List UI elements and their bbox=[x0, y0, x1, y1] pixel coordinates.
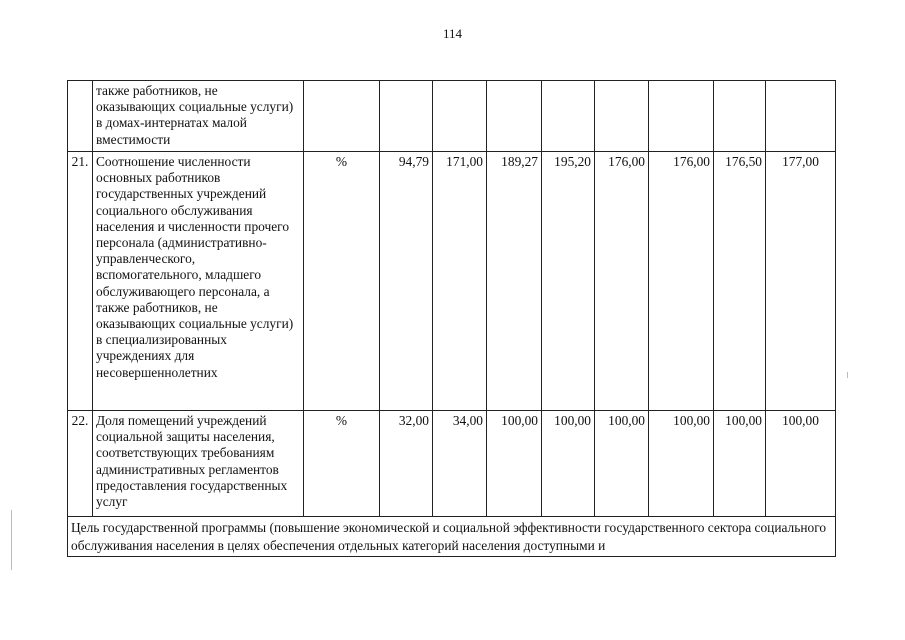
value-cell: 189,27 bbox=[487, 152, 542, 411]
value-cell: 100,00 bbox=[542, 411, 595, 517]
value-cell: 176,00 bbox=[595, 152, 649, 411]
value-cell bbox=[649, 81, 714, 152]
value-cell bbox=[766, 81, 836, 152]
value-cell: 171,00 bbox=[433, 152, 487, 411]
value-cell bbox=[714, 81, 766, 152]
unit-cell bbox=[304, 81, 380, 152]
value-cell: 32,00 bbox=[380, 411, 433, 517]
row-number bbox=[68, 81, 93, 152]
scan-margin-line bbox=[11, 510, 12, 570]
value-cell: 100,00 bbox=[487, 411, 542, 517]
value-cell bbox=[542, 81, 595, 152]
unit-cell: % bbox=[304, 152, 380, 411]
value-cell: 94,79 bbox=[380, 152, 433, 411]
row-number: 21. bbox=[68, 152, 93, 411]
row-number: 22. bbox=[68, 411, 93, 517]
value-cell: 100,00 bbox=[714, 411, 766, 517]
program-goal-text: Цель государственной программы (повышение экономической и социальной эффективности государственного сектора социального обслуживания населения в целях обеспечения отдельных категорий населения доступными и bbox=[68, 517, 836, 557]
value-cell: 100,00 bbox=[595, 411, 649, 517]
table-row bbox=[68, 152, 836, 411]
value-cell bbox=[380, 81, 433, 152]
table-row bbox=[68, 81, 836, 152]
indicator-description: Соотношение численности основных работников государственных учреждений социального обслуживания населения и численности прочего персонала (административно-управленческого, вспомогательного, младшего обслуживающего персонала, а также работников, не оказывающих социальные услуги) в специализированных учреждениях для несовершеннолетних bbox=[93, 152, 304, 411]
scan-speck bbox=[847, 372, 848, 378]
value-cell: 176,50 bbox=[714, 152, 766, 411]
value-cell: 100,00 bbox=[766, 411, 836, 517]
indicators-table bbox=[67, 80, 836, 557]
goal-row bbox=[68, 517, 836, 557]
table-row bbox=[68, 411, 836, 517]
value-cell bbox=[595, 81, 649, 152]
indicator-description: также работников, не оказывающих социальные услуги) в домах-интернатах малой вместимости bbox=[93, 81, 304, 152]
value-cell: 195,20 bbox=[542, 152, 595, 411]
value-cell: 176,00 bbox=[649, 152, 714, 411]
unit-cell: % bbox=[304, 411, 380, 517]
value-cell: 177,00 bbox=[766, 152, 836, 411]
page-number: 114 bbox=[442, 26, 463, 41]
value-cell: 34,00 bbox=[433, 411, 487, 517]
value-cell bbox=[433, 81, 487, 152]
indicator-description: Доля помещений учреждений социальной защиты населения, соответствующих требованиям административных регламентов предоставления государственных услуг bbox=[93, 411, 304, 517]
value-cell: 100,00 bbox=[649, 411, 714, 517]
value-cell bbox=[487, 81, 542, 152]
